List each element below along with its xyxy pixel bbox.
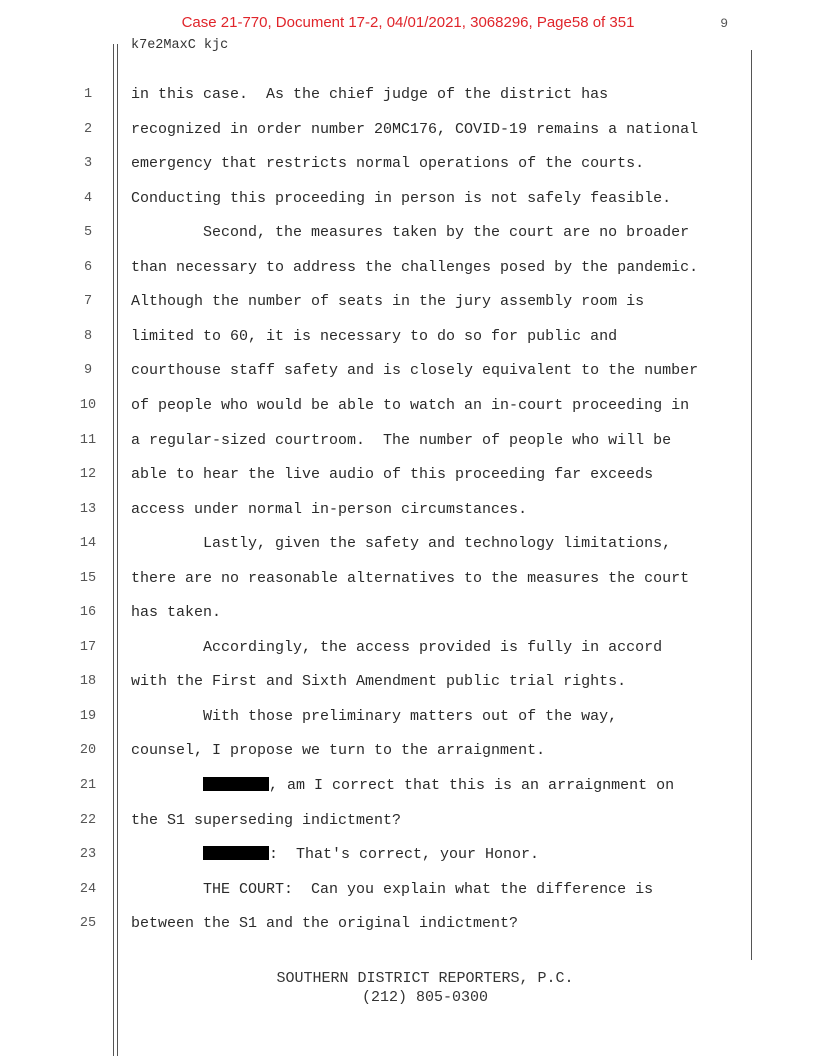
line-number: 19 bbox=[79, 709, 97, 724]
transcript-line-text: , am I correct that this is an arraignment on bbox=[269, 777, 675, 794]
line-number: 17 bbox=[79, 640, 97, 655]
transcript-line bbox=[131, 777, 674, 794]
transcript-line: Lastly, given the safety and technology limitations, bbox=[131, 535, 672, 552]
right-margin-rule bbox=[751, 50, 752, 960]
transcript-line: emergency that restricts normal operations of the courts. bbox=[131, 155, 645, 172]
transcript-line: recognized in order number 20MC176, COVID-19 remains a national bbox=[131, 121, 699, 138]
line-number: 18 bbox=[79, 674, 97, 689]
transcript-line bbox=[131, 846, 539, 863]
line-number: 16 bbox=[79, 605, 97, 620]
line-number: 3 bbox=[83, 156, 93, 171]
line-number: 4 bbox=[83, 191, 93, 206]
line-number: 11 bbox=[79, 433, 97, 448]
redaction-box bbox=[203, 846, 269, 860]
transcript-line: With those preliminary matters out of the way, bbox=[131, 708, 618, 725]
line-number: 8 bbox=[83, 329, 93, 344]
redaction-box bbox=[203, 777, 269, 791]
transcript-line-text: : That's correct, your Honor. bbox=[269, 846, 540, 863]
transcript-line: with the First and Sixth Amendment public trial rights. bbox=[131, 673, 627, 690]
footer-phone: (212) 805-0300 bbox=[361, 989, 489, 1006]
line-number: 7 bbox=[83, 294, 93, 309]
line-number: 10 bbox=[79, 398, 97, 413]
transcript-line: Conducting this proceeding in person is not safely feasible. bbox=[131, 190, 672, 207]
line-number: 21 bbox=[79, 778, 97, 793]
footer bbox=[0, 969, 816, 1007]
line-number: 25 bbox=[79, 916, 97, 931]
transcript-line: a regular-sized courtroom. The number of people who will be bbox=[131, 432, 672, 449]
transcript-line: courthouse staff safety and is closely equivalent to the number bbox=[131, 362, 699, 379]
transcript-line: has taken. bbox=[131, 604, 222, 621]
transcript-line: there are no reasonable alternatives to the measures the court bbox=[131, 570, 690, 587]
line-number: 24 bbox=[79, 882, 97, 897]
transcript-line: Accordingly, the access provided is fully in accord bbox=[131, 639, 663, 656]
transcript-line: Although the number of seats in the jury assembly room is bbox=[131, 293, 645, 310]
transcript-line: than necessary to address the challenges posed by the pandemic. bbox=[131, 259, 699, 276]
footer-reporter: SOUTHERN DISTRICT REPORTERS, P.C. bbox=[276, 970, 574, 987]
line-number: 6 bbox=[83, 260, 93, 275]
transcript-line: the S1 superseding indictment? bbox=[131, 812, 402, 829]
line-number: 14 bbox=[79, 536, 97, 551]
page-number: 9 bbox=[720, 16, 728, 31]
transcript-line: of people who would be able to watch an in-court proceeding in bbox=[131, 397, 690, 414]
line-number: 13 bbox=[79, 502, 97, 517]
document-reference: k7e2MaxC kjc bbox=[131, 38, 229, 53]
transcript-line: counsel, I propose we turn to the arraignment. bbox=[131, 742, 546, 759]
left-margin-rule-inner bbox=[117, 44, 118, 1056]
transcript-line: access under normal in-person circumstances. bbox=[131, 501, 528, 518]
transcript-line: THE COURT: Can you explain what the difference is bbox=[131, 881, 654, 898]
line-number: 12 bbox=[79, 467, 97, 482]
line-number: 15 bbox=[79, 571, 97, 586]
line-number: 2 bbox=[83, 122, 93, 137]
line-number: 5 bbox=[83, 225, 93, 240]
transcript-line: between the S1 and the original indictment? bbox=[131, 915, 519, 932]
case-header: Case 21-770, Document 17-2, 04/01/2021, 3068296, Page58 of 351 bbox=[181, 14, 635, 31]
transcript-line: able to hear the live audio of this proceeding far exceeds bbox=[131, 466, 654, 483]
line-number: 23 bbox=[79, 847, 97, 862]
line-number: 22 bbox=[79, 813, 97, 828]
transcript-line: Second, the measures taken by the court are no broader bbox=[131, 224, 690, 241]
line-number: 20 bbox=[79, 743, 97, 758]
left-margin-rule-outer bbox=[113, 44, 114, 1056]
transcript-line: limited to 60, it is necessary to do so for public and bbox=[131, 328, 618, 345]
line-number: 1 bbox=[83, 87, 93, 102]
transcript-line: in this case. As the chief judge of the district has bbox=[131, 86, 609, 103]
line-number: 9 bbox=[83, 363, 93, 378]
